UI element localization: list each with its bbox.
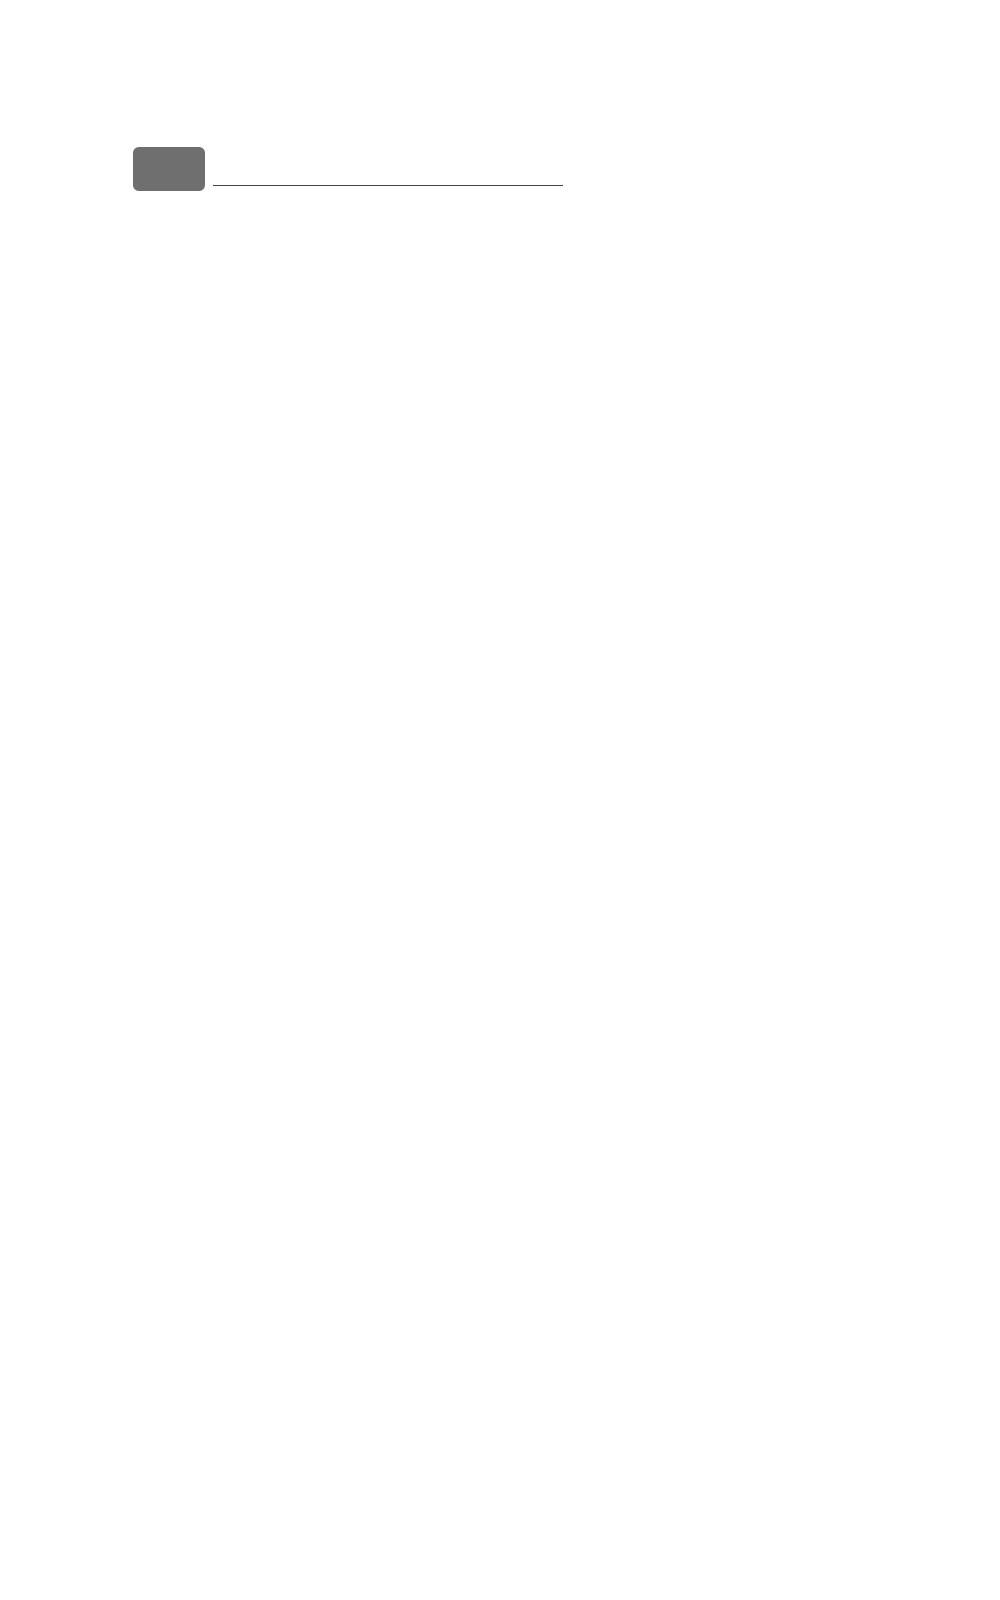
page-header (133, 147, 563, 193)
header-divider (213, 185, 563, 186)
series-logo (133, 147, 205, 191)
